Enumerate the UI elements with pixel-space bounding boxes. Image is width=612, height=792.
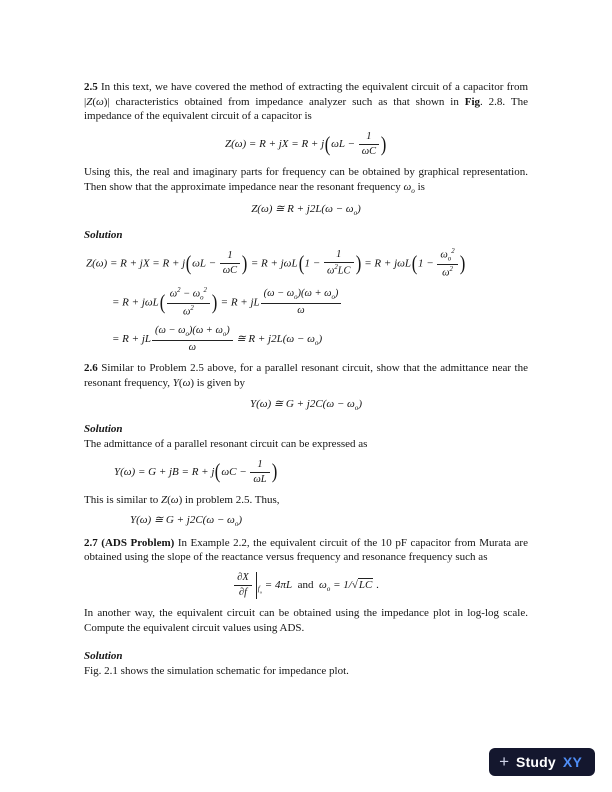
equation-admittance-approx: Y(ω) ≅ $G + j2C(\omega - \omega_o)$ <box>249 397 363 412</box>
fig-reference-text: Fig. 2.1 shows the simulation schematic for impedance plot. <box>84 665 349 678</box>
logo-text-xy: XY <box>562 753 582 770</box>
solution-heading-2-5: Solution <box>84 228 123 241</box>
equation-derivation-line-3: = R + jL $\frac{(\omega - \omega_o)(\omega + \omega_o)}{\omega}$ ≅ $R + j2L(\omega - \omega_o)$ <box>112 325 323 354</box>
problem-2-6-intro: 2.6 Similar to Problem 2.5 above, for a parallel resonant circuit, show that the admittance near the resonant frequency, Y(ω) is given by <box>84 362 528 389</box>
problem-2-5-using: Using this, the real and imaginary parts for frequency can be obtained by graphical representation. Then show that the approximate impedance near the resonant frequency $\omega_o$ is <box>84 165 528 195</box>
studyxy-logo <box>489 748 595 776</box>
solution-heading-2-7: Solution <box>84 650 123 663</box>
equation-slope-resonance: $\frac{\partial X}{\partial f}$ $_{f_o}$ = 4πL and $\omega_o = 1/√LC$ . <box>84 572 528 599</box>
problem-2-7-intro: 2.7 (ADS Problem) In Example 2.2, the equivalent circuit of the 10 pF capacitor from Murata are obtained using the slope of the reactance versus frequency and resonance frequency such as <box>84 536 528 564</box>
equation-derivation-line-2: = R + jωL( $\frac{\omega^2 - \omega_o^2}{\omega^2}$ ) = R + jL $\frac{(\omega - \omega_o)(\omega + \omega_o)}{\omega}$ <box>112 287 528 319</box>
equation-admittance-approx-2: Y(ω) ≅ $G + j2C(\omega - \omega_o)$ <box>130 514 243 529</box>
problem-2-7-another: In another way, the equivalent circuit can be obtained using the impedance plot in log-log scale. Compute the equivalent circuit values using ADS. <box>84 606 528 634</box>
similar-text: This is similar to Z(ω) in problem 2.5. Thus, <box>84 493 280 506</box>
solution-heading-2-6: Solution <box>84 422 123 435</box>
equation-impedance-approx: Z(ω) ≅ $R + j2L(\omega - \omega_o)$ <box>251 203 361 218</box>
equation-derivation-line-1: Z(ω) = R + jX = R + j(ωL − $\frac{1}{\omega C}$ ) = R + jωL(1 − $\frac{1}{\omega^2LC}$ ) = R + jωL(1 − $\frac{\omega_o^2}{\omega^2}$ ) <box>86 247 465 279</box>
plus-icon: + <box>499 752 510 771</box>
problem-2-5-intro: 2.5 In this text, we have covered the method of extracting the equivalent circuit of a capacitor from |Z(ω)| characteristics obtained from impedance analyzer such as that shown in Fig. 2.8. The impedance of the equivalent circuit of a capacitor is <box>84 81 528 123</box>
logo-text-study: Study <box>516 753 556 770</box>
equation-impedance-capacitor: Z(ω) = R + jX = R + j(ωL − $\frac{1}{\omega C}$ ) <box>224 130 387 157</box>
admittance-text: The admittance of a parallel resonant circuit can be expressed as <box>84 437 368 450</box>
equation-admittance: Y(ω) = G + jB = R + j(ωC − $\frac{1}{\omega L}$ ) <box>114 458 277 485</box>
